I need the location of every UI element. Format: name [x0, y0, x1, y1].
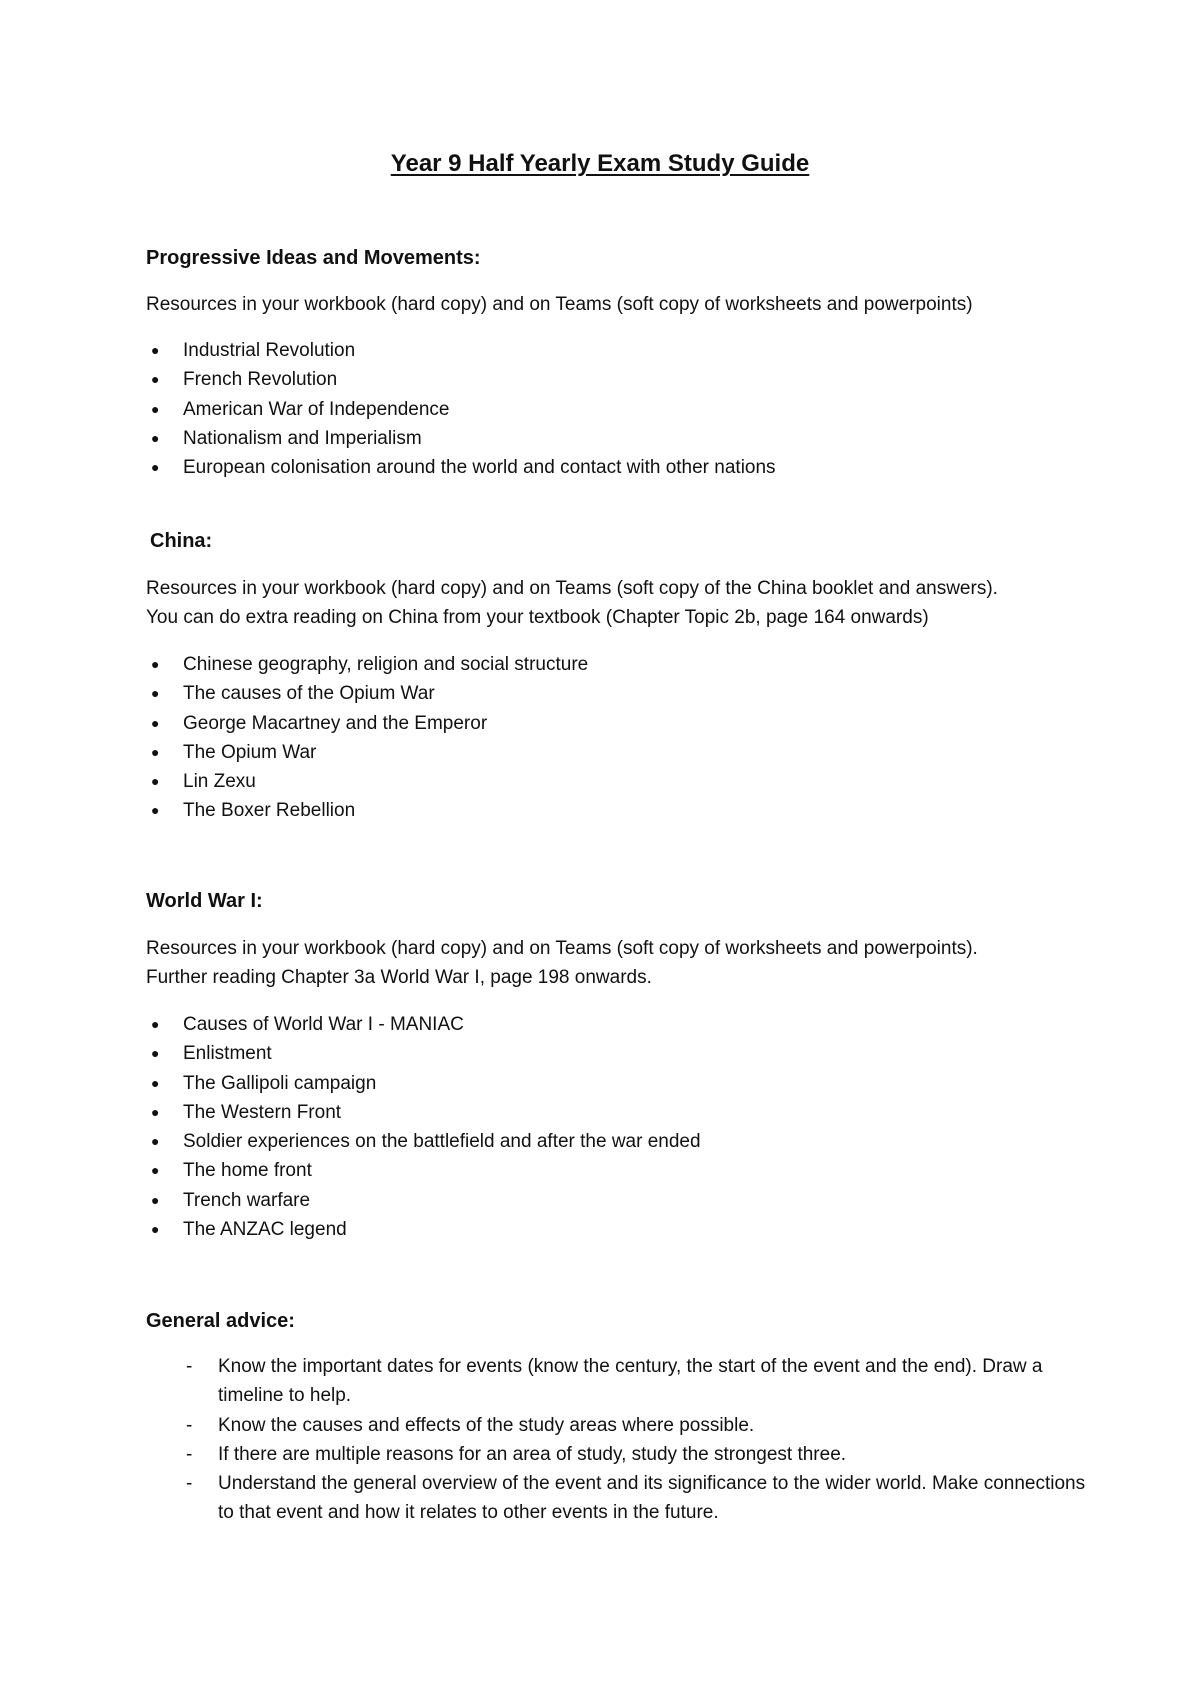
- progressive-resources-text: Resources in your workbook (hard copy) and on Teams (soft copy of worksheets and powerpoints): [146, 294, 973, 315]
- advice-list: [182, 1352, 1098, 1528]
- bullet-icon: ●: [151, 459, 160, 476]
- section-heading-advice: General advice:: [146, 1310, 295, 1332]
- list-item: ● Enlistment: [146, 1039, 701, 1068]
- bullet-icon: ●: [151, 342, 160, 358]
- bullet-icon: ●: [151, 400, 160, 417]
- list-item: ● American War of Independence: [146, 395, 776, 424]
- ww1-resources-line-1: Resources in your workbook (hard copy) and on Teams (soft copy of worksheets and powerpoints).: [146, 938, 978, 959]
- page-title: Year 9 Half Yearly Exam Study Guide: [390, 150, 810, 177]
- list-item: - Understand the general overview of the event and its significance to the wider world. Make connections to that event and how it relates to other events in the future.: [182, 1469, 1098, 1528]
- bullet-icon: ●: [151, 743, 160, 760]
- list-item: ● Trench warfare: [146, 1186, 701, 1215]
- list-item: ● George Macartney and the Emperor: [146, 709, 588, 738]
- bullet-icon: ●: [151, 429, 160, 446]
- list-item: - Know the causes and effects of the study areas where possible.: [182, 1411, 1098, 1440]
- bullet-icon: ●: [151, 1074, 160, 1091]
- list-item: ● Nationalism and Imperialism: [146, 424, 776, 453]
- list-item: ● Causes of World War I - MANIAC: [146, 1010, 701, 1039]
- bullet-icon: ●: [151, 1191, 160, 1208]
- bullet-icon: ●: [151, 1133, 160, 1150]
- ww1-resources-line-2: Further reading Chapter 3a World War I, page 198 onwards.: [146, 967, 652, 988]
- section-heading-ww1: World War I:: [146, 890, 263, 912]
- list-item: ● Chinese geography, religion and social structure: [146, 650, 588, 679]
- list-item: ● The ANZAC legend: [146, 1215, 701, 1244]
- china-resources-line-1: Resources in your workbook (hard copy) and on Teams (soft copy of the China booklet and answers).: [146, 578, 998, 599]
- bullet-icon: ●: [151, 714, 160, 731]
- list-item: ● Industrial Revolution: [146, 336, 776, 365]
- china-resources-line-2: You can do extra reading on China from your textbook (Chapter Topic 2b, page 164 onwards): [146, 607, 929, 628]
- list-item: - If there are multiple reasons for an area of study, study the strongest three.: [182, 1440, 1098, 1469]
- bullet-icon: ●: [151, 685, 160, 702]
- china-topic-list: [146, 650, 588, 826]
- list-item: ● French Revolution: [146, 365, 776, 394]
- bullet-icon: ●: [151, 1221, 160, 1238]
- bullet-icon: ●: [151, 1162, 160, 1179]
- bullet-icon: ●: [151, 802, 160, 819]
- progressive-topic-list: [146, 336, 776, 482]
- section-heading-china: China:: [150, 530, 213, 552]
- dash-icon: -: [186, 1473, 193, 1495]
- dash-icon: -: [186, 1356, 193, 1377]
- list-item: ● Lin Zexu: [146, 767, 588, 796]
- list-item: ● The Gallipoli campaign: [146, 1069, 701, 1098]
- list-item: ● European colonisation around the world and contact with other nations: [146, 453, 776, 482]
- dash-icon: -: [186, 1414, 193, 1436]
- bullet-icon: ●: [151, 1103, 160, 1120]
- list-item: ● The Western Front: [146, 1098, 701, 1127]
- bullet-icon: ●: [151, 773, 160, 790]
- bullet-icon: ●: [151, 1045, 160, 1062]
- bullet-icon: ●: [151, 371, 160, 388]
- list-item: - Know the important dates for events (know the century, the start of the event and the end). Draw a timeline to help.: [182, 1352, 1098, 1411]
- dash-icon: -: [186, 1443, 193, 1465]
- list-item: ● The home front: [146, 1156, 701, 1185]
- bullet-icon: ●: [151, 1016, 160, 1032]
- list-item: ● Soldier experiences on the battlefield and after the war ended: [146, 1127, 701, 1156]
- ww1-topic-list: [146, 1010, 701, 1244]
- list-item: ● The Boxer Rebellion: [146, 796, 588, 825]
- bullet-icon: ●: [151, 656, 160, 672]
- section-heading-progressive: Progressive Ideas and Movements:: [146, 247, 481, 269]
- list-item: ● The Opium War: [146, 738, 588, 767]
- list-item: ● The causes of the Opium War: [146, 679, 588, 708]
